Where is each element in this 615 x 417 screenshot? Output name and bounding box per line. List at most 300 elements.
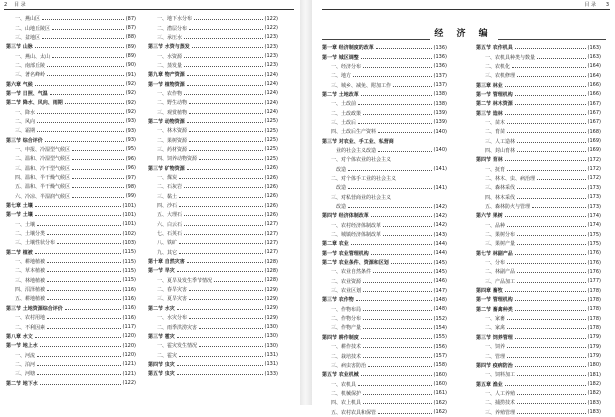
toc-entry [322, 155, 447, 164]
toc-entry-page: (162) [433, 409, 447, 416]
toc-entry-title: 第三章 林业 [476, 82, 503, 89]
toc-entry [6, 276, 136, 285]
toc-entry-title: 第四节 疫病防治 [476, 362, 513, 369]
toc-entry-page: (124) [264, 81, 278, 88]
toc-entry-title: 二、农业资源 [331, 278, 362, 285]
toc-entry-title: 一、耕作技术 [331, 344, 362, 351]
toc-entry-page: (176) [587, 268, 601, 275]
toc-leader-dots [72, 197, 124, 198]
toc-leader-dots [363, 291, 432, 292]
toc-entry [6, 201, 136, 210]
toc-entry-page: (146) [433, 278, 447, 285]
toc-entry-title: 八、铁矿 [157, 240, 178, 247]
toc-entry [322, 62, 447, 71]
toc-entry [148, 107, 278, 116]
toc-entry [322, 398, 447, 407]
toc-leader-dots [371, 254, 432, 255]
toc-entry-page: (176) [587, 250, 601, 257]
toc-entry-title: 第三节 农作物 [322, 297, 354, 304]
toc-leader-dots [512, 67, 586, 68]
toc-entry-title: 第二节 降水、风向、雨期 [6, 100, 63, 107]
toc-entry-page: (101) [122, 202, 136, 209]
toc-entry-title: 第七节 林副产品 [476, 250, 513, 257]
toc-entry [6, 98, 136, 107]
toc-entry-page: (160) [433, 381, 447, 388]
toc-entry-page: (166) [587, 82, 601, 89]
toc-leader-dots [47, 75, 124, 76]
toc-leader-dots [199, 346, 263, 347]
toc-entry-title: 二、林木、虫、病治理 [485, 175, 536, 182]
toc-leader-dots [507, 123, 586, 124]
toc-entry-title: 三、观赏植物 [157, 109, 188, 116]
toc-entry [322, 118, 447, 127]
toc-entry-page: (141) [433, 184, 447, 191]
toc-entry-title: 第一章 经济制度的改革 [322, 45, 374, 52]
toc-leader-dots [189, 318, 263, 319]
toc-entry-title: 改造 [336, 204, 347, 211]
toc-leader-dots [348, 188, 432, 189]
toc-entry [476, 136, 601, 145]
toc-leader-dots [40, 384, 121, 385]
toc-entry-title: 一、申报、冷湿型气候区 [15, 146, 71, 153]
toc-entry-page: (123) [264, 43, 278, 50]
toc-entry-title: 四、林木采伐 [485, 194, 516, 201]
toc-entry-title: 第四节 虫灾 [148, 361, 175, 368]
toc-entry [322, 379, 447, 388]
toc-leader-dots [517, 375, 586, 376]
toc-entry [148, 369, 278, 378]
toc-entry-page: (164) [587, 63, 601, 70]
toc-entry [148, 126, 278, 135]
toc-entry-page: (183) [587, 409, 601, 416]
toc-entry [322, 333, 447, 342]
toc-entry [476, 62, 601, 71]
toc-leader-dots [363, 347, 432, 348]
toc-entry-page: (129) [264, 314, 278, 321]
toc-entry-title: 一、雹灾发生情况 [157, 343, 198, 350]
toc-leader-dots [351, 244, 432, 245]
toc-entry-title: 第一节 日照、气温 [6, 90, 48, 97]
toc-entry-title: 一、作物布局 [331, 306, 362, 313]
toc-entry-title: 一、河流 [15, 352, 36, 359]
toc-entry-title: 第一节 城区调整 [322, 54, 359, 61]
toc-entry-page: (177) [587, 278, 601, 285]
toc-leader-dots [65, 103, 124, 104]
toc-leader-dots [505, 216, 586, 217]
toc-entry-page: (130) [264, 333, 278, 340]
toc-leader-dots [537, 58, 586, 59]
toc-entry-title: 四、农上机具 [331, 400, 362, 407]
toc-entry [148, 313, 278, 322]
toc-leader-dots [515, 310, 586, 311]
toc-entry-page: (116) [122, 314, 136, 321]
toc-entry-title: 六、白云石 [157, 221, 183, 228]
toc-leader-dots [517, 403, 586, 404]
left-running-head: 目 录 [14, 2, 26, 8]
toc-leader-dots [37, 113, 124, 114]
toc-entry-page: (120) [122, 352, 136, 359]
toc-entry-page: (116) [122, 286, 136, 293]
toc-leader-dots [72, 159, 124, 160]
toc-entry-page: (125) [264, 146, 278, 153]
toc-entry [6, 89, 136, 98]
book-gutter [300, 0, 312, 405]
toc-entry [148, 220, 278, 229]
toc-entry-title: 三、对私营商业的社会主义 [331, 194, 392, 201]
toc-entry-title: 一、对个体农业的社会主义 [331, 157, 392, 164]
toc-entry-title: 一、家畜 [485, 316, 506, 323]
toc-entry-page: (173) [587, 203, 601, 210]
toc-entry-title: 三、作物产量 [331, 325, 362, 332]
right-running-head: 目 录 [584, 2, 596, 8]
toc-entry-page: (163) [587, 54, 601, 61]
toc-entry-page: (127) [264, 221, 278, 228]
toc-leader-dots [363, 310, 432, 311]
toc-leader-dots [47, 271, 121, 272]
toc-leader-dots [40, 346, 121, 347]
toc-entry-title: 二、管理 [485, 353, 506, 360]
toc-entry-title: 一、燕山、太山 [15, 53, 51, 60]
toc-entry-page: (142) [433, 222, 447, 229]
toc-entry-page: (129) [264, 305, 278, 312]
toc-leader-dots [189, 150, 263, 151]
toc-entry-page: (148) [433, 306, 447, 313]
toc-leader-dots [368, 366, 432, 367]
toc-entry-title: 第二节 林木资源 [476, 101, 513, 108]
toc-entry-title: 二、林副产品 [485, 269, 516, 276]
toc-entry [148, 238, 278, 247]
toc-entry-page: (92) [125, 109, 136, 116]
toc-leader-dots [358, 123, 432, 124]
toc-leader-dots [383, 226, 432, 227]
toc-entry-title: 二、温和、冷湿型气候区 [15, 156, 71, 163]
toc-entry [6, 332, 136, 341]
toc-entry-title: 二、育苗 [485, 129, 506, 136]
toc-entry-page: (138) [433, 91, 447, 98]
toc-entry-title: 二、地方 [331, 73, 352, 80]
toc-entry [148, 294, 278, 303]
toc-entry-title: 二、作物分布 [331, 316, 362, 323]
toc-entry [6, 145, 136, 154]
toc-entry-page: (88) [125, 34, 136, 41]
toc-leader-dots [507, 226, 586, 227]
toc-entry [476, 193, 601, 202]
toc-entry-page: (124) [264, 71, 278, 78]
toc-leader-dots [363, 394, 432, 395]
toc-entry-page: (145) [433, 268, 447, 275]
toc-entry-title: 六、冷凉、半湿润气候区 [15, 193, 71, 200]
toc-entry-page: (123) [264, 62, 278, 69]
toc-entry [148, 285, 278, 294]
toc-entry-page: (87) [125, 25, 136, 32]
toc-entry [322, 351, 447, 360]
toc-entry-title: 二、土壤分类 [15, 231, 46, 238]
toc-entry-title: 三、著名峰岭 [15, 72, 46, 79]
toc-entry-title: 二、雨季洪涝灾害 [157, 324, 198, 331]
toc-entry [6, 61, 136, 70]
toc-entry [476, 52, 601, 61]
toc-entry [476, 333, 601, 342]
toc-leader-dots [363, 282, 432, 283]
toc-entry-title: 一、苗木 [485, 119, 506, 126]
toc-entry-page: (115) [122, 249, 136, 256]
left-header-rule [4, 9, 294, 10]
toc-entry-title: 一、农作物 [157, 90, 183, 97]
toc-leader-dots [184, 94, 263, 95]
toc-leader-dots [361, 95, 432, 96]
toc-entry-page: (181) [587, 371, 601, 378]
toc-entry-title: 第八章 水文 [6, 333, 33, 340]
toc-leader-dots [35, 337, 121, 338]
toc-entry-title: 一、煤炭 [157, 175, 178, 182]
toc-leader-dots [177, 309, 263, 310]
toc-entry-page: (122) [264, 15, 278, 22]
toc-entry-title: 三、病虫害防治 [331, 362, 367, 369]
toc-entry [476, 118, 601, 127]
toc-entry-title: 一、品种 [485, 222, 506, 229]
toc-entry [148, 89, 278, 98]
toc-leader-dots [42, 38, 124, 39]
toc-entry-page: (138) [433, 100, 447, 107]
toc-entry-page: (172) [587, 175, 601, 182]
toc-entry-page: (179) [587, 353, 601, 360]
toc-leader-dots [517, 188, 586, 189]
toc-entry [322, 286, 447, 295]
toc-entry-page: (136) [433, 44, 447, 51]
toc-leader-dots [517, 142, 586, 143]
toc-entry-title: 一、农村用地 [15, 315, 46, 322]
toc-entry [322, 174, 447, 183]
toc-leader-dots [505, 160, 586, 161]
toc-entry-title: 一、农机具 [331, 381, 357, 388]
toc-entry-title: 四、封山育林 [485, 147, 516, 154]
toc-entry-title: 三、农机修理 [485, 73, 516, 80]
toc-leader-dots [515, 104, 586, 105]
toc-entry-title: 三、森林采伐 [485, 185, 516, 192]
toc-entry-page: (178) [587, 324, 601, 331]
toc-leader-dots [378, 413, 432, 414]
toc-leader-dots [517, 198, 586, 199]
toc-entry-title: 二、城镇经济体制改革 [331, 232, 382, 239]
toc-leader-dots [177, 337, 263, 338]
toc-entry [148, 210, 278, 219]
toc-entry [6, 107, 136, 116]
toc-leader-dots [348, 170, 432, 171]
toc-entry-title: 二、风向 [15, 118, 36, 125]
toc-entry [476, 211, 601, 220]
toc-entry-title: 二、不利因素 [15, 324, 46, 331]
toc-entry [322, 164, 447, 173]
toc-entry-title: 九、其它 [157, 249, 178, 256]
toc-entry-title: 二、捕捞技术 [485, 400, 516, 407]
toc-entry-title: 第一节 农业管理机构 [322, 250, 369, 257]
toc-entry [322, 202, 447, 211]
toc-entry-title: 第三节 雹灾 [148, 333, 175, 340]
toc-entry-title: 三、人工造林 [485, 138, 516, 145]
toc-leader-dots [47, 328, 121, 329]
toc-entry-page: (126) [264, 211, 278, 218]
toc-entry [148, 164, 278, 173]
toc-entry-page: (126) [264, 165, 278, 172]
toc-entry-title: 一、林木资源 [157, 128, 188, 135]
toc-entry [322, 211, 447, 220]
toc-leader-dots [517, 272, 586, 273]
toc-entry [476, 398, 601, 407]
toc-entry [476, 286, 601, 295]
toc-entry-page: (157) [433, 353, 447, 360]
toc-entry-title: 二、土改政策 [331, 110, 362, 117]
toc-entry [6, 164, 136, 173]
toc-leader-dots [507, 263, 586, 264]
toc-entry [476, 342, 601, 351]
toc-entry [6, 294, 136, 303]
toc-leader-dots [47, 281, 121, 282]
toc-entry-page: (155) [433, 334, 447, 341]
toc-entry-title: 第二节 农业条件、资源和区划 [322, 260, 389, 267]
toc-entry-title: 第四节 耕作制度 [322, 334, 359, 341]
toc-entry [476, 277, 601, 286]
toc-leader-dots [393, 86, 432, 87]
toc-entry-page: (166) [587, 91, 601, 98]
part-title: 经 济 编 [434, 29, 493, 39]
toc-entry [322, 230, 447, 239]
toc-leader-dots [35, 47, 124, 48]
toc-entry-title: 三、土改后 [331, 119, 357, 126]
toc-entry [148, 42, 278, 51]
toc-leader-dots [363, 357, 432, 358]
toc-entry-page: (123) [264, 53, 278, 60]
toc-leader-dots [537, 179, 586, 180]
toc-entry [322, 249, 447, 258]
toc-leader-dots [47, 234, 121, 235]
toc-leader-dots [348, 207, 432, 208]
toc-leader-dots [194, 19, 263, 20]
toc-entry-page: (96) [125, 165, 136, 172]
toc-entry-page: (178) [587, 315, 601, 322]
toc-entry-title: 一、土改前 [331, 101, 357, 108]
toc-leader-dots [507, 347, 586, 348]
toc-entry [6, 350, 136, 359]
toc-entry-page: (173) [587, 194, 601, 201]
toc-leader-dots [517, 76, 586, 77]
toc-leader-dots [515, 338, 586, 339]
toc-entry-page: (125) [264, 137, 278, 144]
toc-entry [6, 248, 136, 257]
toc-entry-page: (92) [125, 81, 136, 88]
toc-entry [322, 108, 447, 117]
toc-entry-page: (179) [587, 343, 601, 350]
toc-entry [6, 378, 136, 387]
toc-entry [322, 99, 447, 108]
toc-entry-title: 二、农机化 [485, 63, 511, 70]
toc-entry-page: (178) [587, 296, 601, 303]
toc-entry-title: 第二节 畜禽种类 [476, 306, 513, 313]
toc-entry-page: (103) [122, 239, 136, 246]
toc-leader-dots [507, 328, 586, 329]
toc-entry [148, 182, 278, 191]
toc-entry-page: (140) [433, 128, 447, 135]
toc-leader-dots [507, 357, 586, 358]
toc-entry-title: 一、水资源 [157, 53, 183, 60]
toc-leader-dots [363, 328, 432, 329]
toc-entry [476, 295, 601, 304]
toc-entry-page: (98) [125, 183, 136, 190]
toc-entry [6, 192, 136, 201]
toc-entry-title: 改造 [336, 185, 347, 192]
toc-entry-page: (175) [587, 240, 601, 247]
toc-entry [148, 304, 278, 313]
toc-entry [476, 379, 601, 388]
toc-leader-dots [37, 356, 121, 357]
toc-leader-dots [50, 94, 124, 95]
toc-entry-title: 三、农业区划 [331, 288, 362, 295]
toc-entry-title: 三、承压水 [157, 34, 183, 41]
toc-entry-title: 二、果树分布 [485, 232, 516, 239]
toc-entry-page: (154) [433, 324, 447, 331]
toc-entry-page: (115) [122, 258, 136, 265]
toc-entry [148, 248, 278, 257]
toc-entry [148, 117, 278, 126]
toc-entry-title: 三、黏土 [157, 193, 178, 200]
toc-leader-dots [37, 374, 121, 375]
toc-entry-page: (172) [587, 166, 601, 173]
toc-entry [476, 127, 601, 136]
toc-entry [476, 267, 601, 276]
toc-entry [148, 154, 278, 163]
toc-entry-page: (142) [433, 212, 447, 219]
toc-entry-title: 二、潜层分布 [157, 25, 188, 32]
toc-entry-page: (145) [433, 259, 447, 266]
toc-entry-title: 第九章 物产资源 [148, 72, 185, 79]
toc-leader-dots [184, 234, 263, 235]
toc-entry [322, 193, 447, 202]
toc-entry [476, 202, 601, 211]
toc-entry [148, 135, 278, 144]
toc-entry-title: 第二章 农业 [322, 241, 349, 248]
toc-entry-page: (133) [264, 370, 278, 377]
toc-leader-dots [42, 19, 124, 20]
toc-entry-page: (124) [264, 99, 278, 106]
toc-entry-page: (136) [433, 63, 447, 70]
toc-entry-title: 二、野生动物 [157, 100, 188, 107]
toc-entry-title: 第三节 对农业、手工业、私营商 [322, 138, 394, 145]
toc-leader-dots [507, 319, 586, 320]
toc-entry-page: (128) [264, 277, 278, 284]
toc-leader-dots [72, 169, 124, 170]
toc-leader-dots [179, 206, 263, 207]
toc-leader-dots [353, 76, 432, 77]
toc-entry-page: (142) [433, 203, 447, 210]
toc-entry [148, 201, 278, 210]
toc-entry-page: (95) [125, 146, 136, 153]
toc-entry-page: (127) [264, 249, 278, 256]
toc-entry-page: (139) [433, 119, 447, 126]
toc-entry-page: (172) [587, 156, 601, 163]
toc-entry [6, 117, 136, 126]
toc-entry [476, 99, 601, 108]
toc-entry-title: 第一节 管理机构 [476, 297, 513, 304]
toc-entry-page: (120) [122, 333, 136, 340]
toc-leader-dots [189, 29, 263, 30]
toc-entry-page: (115) [122, 277, 136, 284]
toc-leader-dots [391, 263, 432, 264]
toc-leader-dots [47, 66, 124, 67]
toc-entry [322, 258, 447, 267]
toc-entry-title: 五、农村农具和保管 [331, 409, 377, 416]
toc-leader-dots [199, 159, 263, 160]
toc-entry-page: (127) [264, 230, 278, 237]
toc-leader-dots [47, 290, 121, 291]
